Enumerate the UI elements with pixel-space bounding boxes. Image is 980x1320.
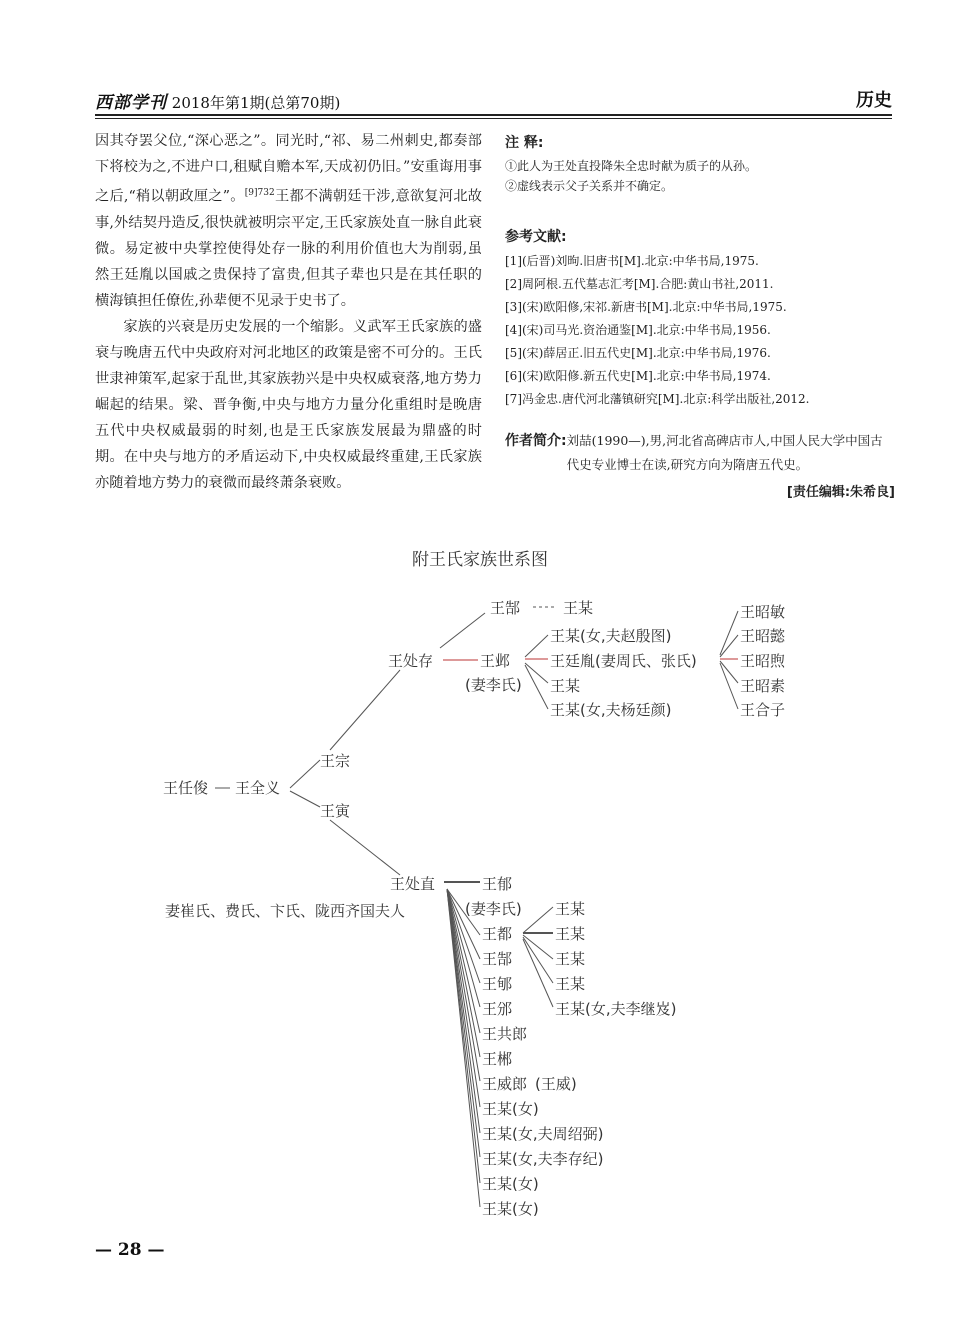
reference-item: [7]冯金忠.唐代河北藩镇研究[M].北京:科学出版社,2012. — [505, 392, 810, 406]
node-wang-quanyi: 王全义 — [235, 779, 281, 797]
node-wang-du: 王都 — [482, 925, 513, 943]
node-du-child: 王某 — [555, 950, 586, 968]
node-ye-child: 王某(女,夫杨廷颜) — [550, 701, 672, 719]
node-wang-tingyin: 王廷胤(妻周氏、张氏) — [550, 652, 697, 670]
node-du-child: 王某 — [555, 900, 586, 918]
node-wang-chucun: 王处存 — [388, 652, 434, 670]
node-wang-chuzhi: 王处直 — [390, 875, 436, 893]
notes-title: 注 释: — [505, 135, 544, 151]
author-label: 作者简介: — [505, 433, 567, 449]
reference-item: [3](宋)欧阳修,宋祁.新唐书[M].北京:中华书局,1975. — [505, 300, 787, 314]
note-item: ①此人为王处直投降朱全忠时献为质子的从孙。 — [505, 159, 758, 173]
author-bio — [505, 429, 895, 477]
running-header — [95, 88, 340, 113]
editor-credit: [责任编辑:朱希良] — [786, 485, 895, 500]
node-wang-wei: (王威) — [535, 1075, 577, 1093]
node-wang-chen: 王郴 — [482, 1050, 513, 1068]
node-daughter: 王某(女) — [482, 1175, 539, 1193]
paragraph-2: 家族的兴衰是历史发展的一个缩影。义武军王氏家族的盛衰与晚唐五代中央政府对河北地区的政策是密不可分的。王氏世隶神策军,起家于乱世,其家族勃兴是中央权威衰落,地方势力崛起的结果。梁、晋争衡,中央与地方力量分化重组时是晚唐五代中央权威最弱的时刻,也是王氏家族发展最为鼎盛的时期。在中央与地方的矛盾运动下,中央权威最终重建,王氏家族亦随着地方势力的衰微而最终萧条衰败。 — [95, 318, 482, 491]
node-wang-zhaoyi: 王昭懿 — [740, 627, 786, 645]
node-wang-ju: 王郇 — [482, 975, 513, 993]
node-wang-yin: 王寅 — [320, 802, 351, 820]
node-daughter: 王某(女) — [482, 1100, 539, 1118]
node-chuzhi-wives: 妻崔氏、费氏、卞氏、陇西齐国夫人 — [165, 902, 406, 920]
paragraph-1: 因其夺罢父位,“深心恶之”。同光时,“祁、易二州刺史,都奏部下将校为之,不进户口,租赋自赡本军,天成初仍旧。”安重诲用事之后,“稍以朝政厘之”。$^{[9]732}$王都不满朝廷干涉,意欲复河北故事,外结契丹造反,很快就被明宗平定,王氏家族处直一脉自此衰微。易定被中央掌控使得处存一脉的利用价值也大为削弱,虽然王廷胤以国戚之贵保持了富贵,但其子辈也只是在其任职的横海镇担任僚佐,孙辈便不见录于史书了。 — [95, 133, 482, 309]
reference-item: [6](宋)欧阳修.新五代史[M].北京:中华书局,1974. — [505, 369, 771, 383]
header-rule — [95, 114, 892, 116]
node-daughter: 王某(女,夫周绍弼) — [482, 1125, 604, 1143]
node-wang-gao: 王郜 — [490, 599, 521, 617]
reference-list — [505, 250, 895, 411]
node-wang-zong: 王宗 — [320, 752, 351, 770]
node-daughter: 王某(女) — [482, 1200, 539, 1218]
node-wang-ye: 王邺 — [480, 652, 511, 670]
node-du-child: 王某(女,夫李继岌) — [555, 1000, 677, 1018]
body-text — [95, 128, 482, 496]
node-wang-renjun: 王任俊 — [163, 779, 209, 797]
section-label: 历史 — [856, 90, 892, 111]
reference-item: [5](宋)薛居正.旧五代史[M].北京:中华书局,1976. — [505, 346, 771, 360]
note-item: ②虚线表示父子关系并不确定。 — [505, 179, 674, 193]
header-rule-thin — [95, 118, 892, 119]
node-du-child: 王某 — [555, 975, 586, 993]
citation: [9]732 — [244, 188, 275, 198]
tree-title: 附王氏家族世系图 — [412, 550, 548, 570]
node-wang-zhaosu: 王昭素 — [740, 677, 786, 695]
node-wang-weilang: 王威郎 — [482, 1075, 528, 1093]
notes-column — [505, 128, 895, 500]
node-wang-bo: 王郜 — [482, 950, 513, 968]
node-ye-child: 王某 — [550, 677, 581, 695]
node-daughter: 王某(女,夫李存纪) — [482, 1150, 604, 1168]
node-wang-bin: 王邠 — [482, 1000, 513, 1018]
page-number: — 28 — — [95, 1240, 165, 1260]
author-text: 刘喆(1990—),男,河北省高碑店市人,中国人民大学中国古代史专业博士在读,研究方向为隋唐五代史。 — [566, 433, 883, 472]
node-wang-zhaoxu: 王昭煦 — [740, 652, 786, 670]
issue-info: 2018年第1期(总第70期) — [171, 94, 341, 112]
node-du-child: 王某 — [555, 925, 586, 943]
reference-item: [1](后晋)刘昫.旧唐书[M].北京:中华书局,1975. — [505, 254, 759, 268]
journal-name: 西部学刊 — [95, 93, 167, 113]
family-tree-diagram — [155, 545, 805, 1225]
reference-item: [4](宋)司马光.资治通鉴[M].北京:中华书局,1956. — [505, 323, 771, 337]
node-wang-yu: 王郁 — [482, 875, 513, 893]
node-wang-mou: 王某 — [563, 599, 594, 617]
tree-connectors — [155, 545, 805, 1225]
references-title: 参考文献: — [505, 229, 567, 245]
node-wang-ye-wife: (妻李氏) — [465, 676, 522, 694]
node-ye-child: 王某(女,夫赵殷图) — [550, 627, 672, 645]
node-wang-gonglang: 王共郎 — [482, 1025, 528, 1043]
node-wang-zhaomin: 王昭敏 — [740, 603, 786, 621]
reference-item: [2]周阿根.五代墓志汇考[M].合肥:黄山书社,2011. — [505, 277, 774, 291]
node-wang-hezi: 王合子 — [740, 701, 786, 719]
node-wang-yu-wife: (妻李氏) — [465, 900, 522, 918]
